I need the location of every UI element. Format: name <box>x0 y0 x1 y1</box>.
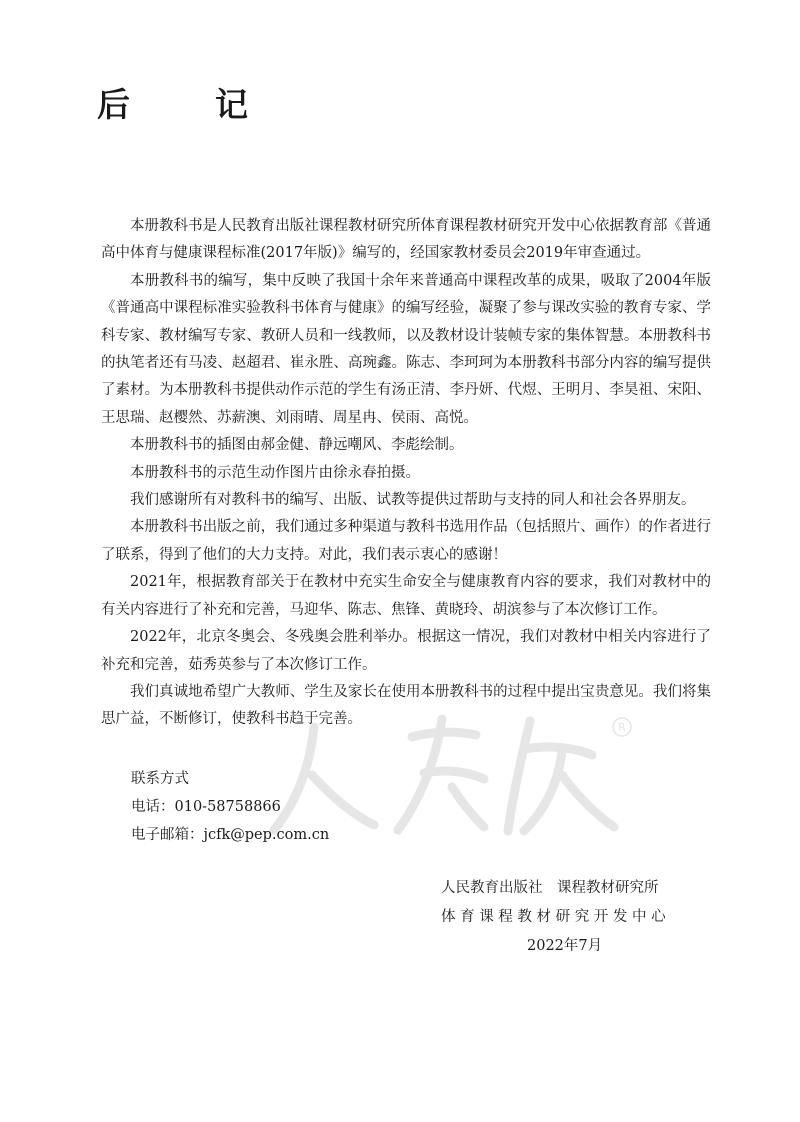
paragraph: 我们真诚地希望广大教师、学生及家长在使用本册教科书的过程中提出宝贵意见。我们将集思广益，不断修订，使教科书趋于完善。 <box>101 683 711 728</box>
paragraph: 本册教科书是人民教育出版社课程教材研究所体育课程教材研究开发中心依据教育部《普通高中体育与健康课程标准(2017年版)》编写的，经国家教材委员会2019年审查通过。 <box>101 218 711 262</box>
page-title: 后 记 <box>97 85 274 124</box>
contact-heading: 联系方式 <box>131 771 189 787</box>
paragraph: 本册教科书的示范生动作图片由徐永春拍摄。 <box>130 464 420 481</box>
paragraph: 2022年，北京冬奥会、冬残奥会胜利举办。根据这一情况，我们对教材中相关内容进行了补充和完善，茹秀英参与了本次修订工作。 <box>101 629 711 673</box>
paragraph: 本册教科书的插图由郝金健、静远嘲风、李彪绘制。 <box>130 437 464 454</box>
paragraph: 本册教科书的编写，集中反映了我国十余年来普通高中课程改革的成果，吸取了2004年版《普通高中课程标准实验教科书体育与健康》的编写经验，凝聚了参与课改实验的教育专家、学科专家、教材编写专家、教研人员和一线教师，以及教材设计装帧专家的集体智慧。本册教科书的执笔者还有马凌、赵超君、崔永胜、高琬鑫。陈志、李珂珂为本册教科书部分内容的编写提供了素材。为本册教科书提供动作示范的学生有汤正清、李丹妍、代煜、王明月、李昊祖、宋阳、王思瑞、赵樱然、苏薪澳、刘雨晴、周星冉、侯雨、高悦。 <box>101 272 711 426</box>
signoff-block <box>441 874 691 961</box>
paragraph: 本册教科书出版之前，我们通过多种渠道与教科书选用作品（包括照片、画作）的作者进行了联系，得到了他们的大力支持。对此，我们表示衷心的感谢！ <box>101 519 711 563</box>
paragraph: 2021年，根据教育部关于在教材中充实生命安全与健康教育内容的要求，我们对教材中的有关内容进行了补充和完善，马迎华、陈志、焦锋、黄晓玲、胡滨参与了本次修订工作。 <box>101 574 711 618</box>
signoff-center: 体育课程教材研究开发中心 <box>441 909 671 925</box>
contact-info <box>131 765 329 849</box>
svg-text:R: R <box>618 721 626 734</box>
afterword-body <box>101 213 711 734</box>
paragraph: 我们感谢所有对教科书的编写、出版、试教等提供过帮助与支持的同人和社会各界朋友。 <box>130 492 696 509</box>
contact-phone: 电话：010-58758866 <box>131 799 281 815</box>
signoff-publisher: 人民教育出版社 课程教材研究所 <box>441 880 659 896</box>
contact-email: 电子邮箱：jcfk@pep.com.cn <box>131 827 330 843</box>
signoff-date: 2022年7月 <box>527 938 603 954</box>
